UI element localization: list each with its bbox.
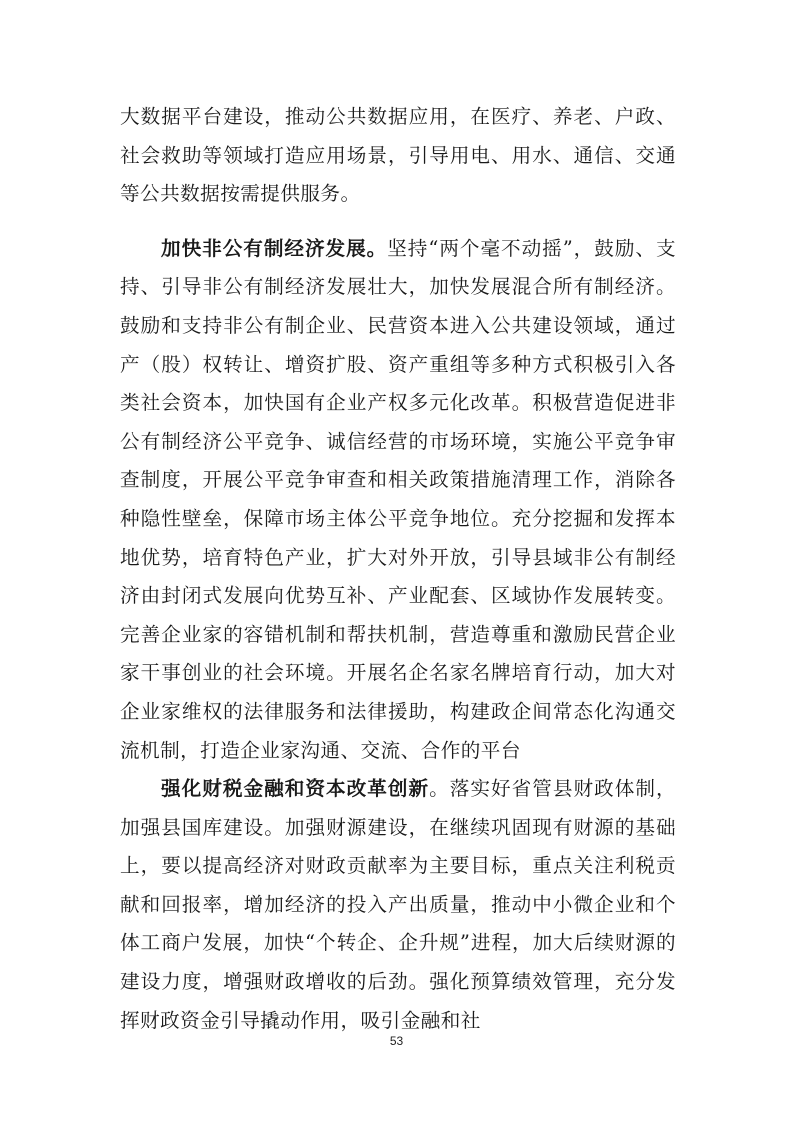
paragraph-non-public-economy: [120, 230, 676, 770]
paragraph-fiscal-reform: [120, 770, 676, 1040]
paragraph-lead-heading: 强化财税金融和资本改革创新: [161, 777, 430, 801]
paragraph-text: 坚持“两个毫不动摇”，鼓励、支持、引导非公有制经济发展壮大，加快发展混合所有制经济。鼓励和支持非公有制企业、民营资本进入公共建设领域，通过产（股）权转让、增资扩股、资产重组等多种方式积极引入各类社会资本，加快国有企业产权多元化改革。积极营造促进非公有制经济公平竞争、诚信经营的市场环境，实施公平竞争审查制度，开展公平竞争审查和相关政策措施清理工作，消除各种隐性壁垒，保障市场主体公平竞争地位。充分挖掘和发挥本地优势，培育特色产业，扩大对外开放，引导县域非公有制经济由封闭式发展向优势互补、产业配套、区域协作发展转变。完善企业家的容错机制和帮扶机制，营造尊重和激励民营企业家干事创业的社会环境。开展名企名家名牌培育行动，加大对企业家维权的法律服务和法律援助，构建政企间常态化沟通交流机制，打造企业家沟通、交流、合作的平台: [120, 236, 676, 762]
paragraph-text: 大数据平台建设，推动公共数据应用，在医疗、养老、户政、社会救助等领域打造应用场景，引导用电、用水、通信、交通等公共数据按需提供服务。: [120, 105, 676, 206]
paragraph-lead-heading: 加快非公有制经济发展。: [161, 236, 388, 260]
document-body: [120, 98, 676, 1040]
paragraph-text: 。落实好省管县财政体制，加强县国库建设。加强财源建设，在继续巩固现有财源的基础上，要以提高经济对财政贡献率为主要目标，重点关注利税贡献和回报率，增加经济的投入产出质量，推动中小微企业和个体工商户发展，加快“个转企、企升规”进程，加大后续财源的建设力度，增强财政增收的后劲。强化预算绩效管理，充分发挥财政资金引导撬动作用，吸引金融和社: [120, 777, 676, 1032]
page-number: 53: [389, 1034, 404, 1048]
paragraph-continued: [120, 98, 676, 214]
